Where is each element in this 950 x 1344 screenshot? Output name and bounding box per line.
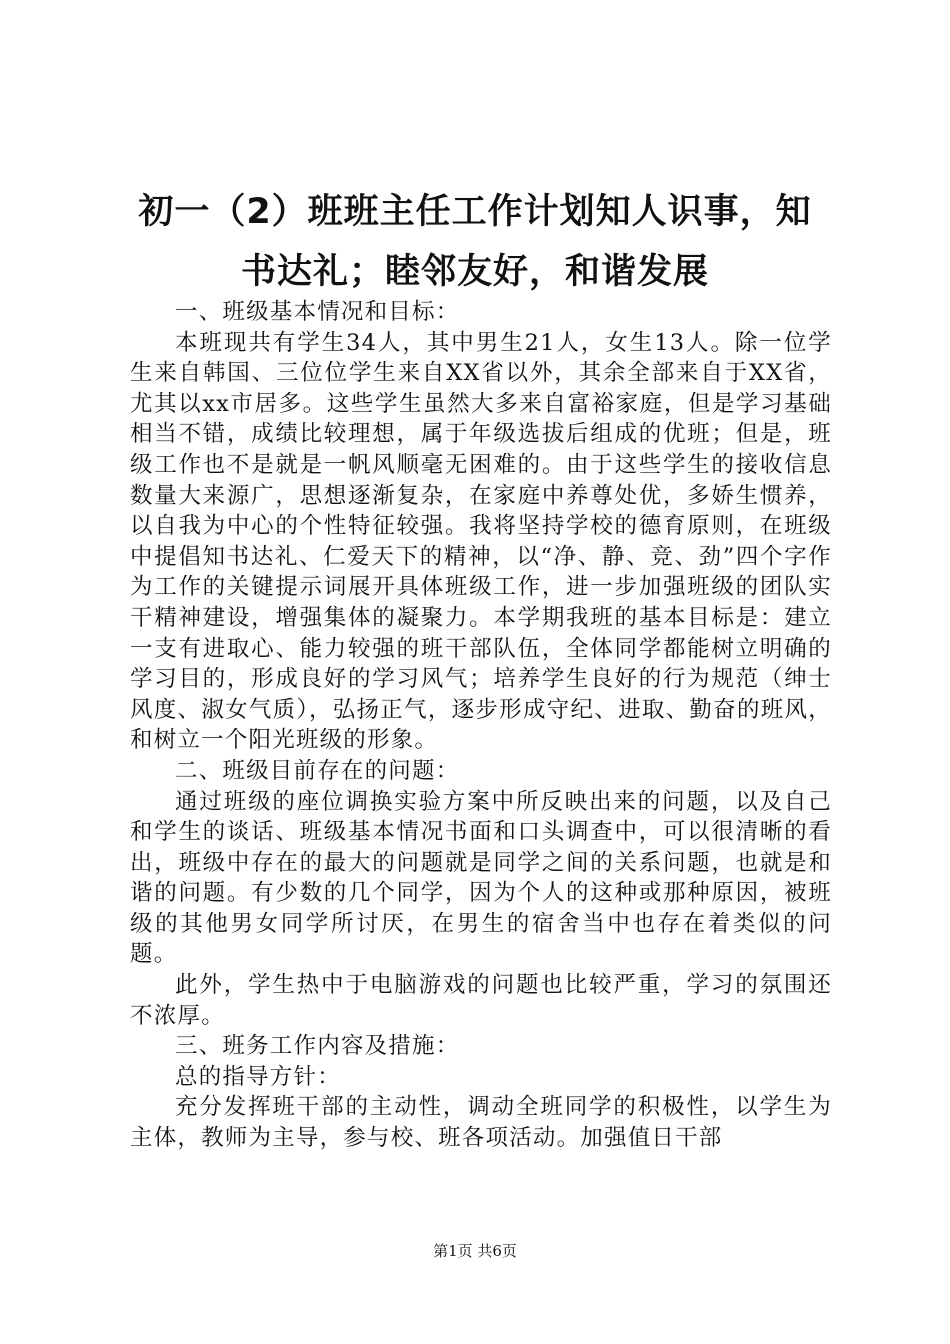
section-heading-1: 一、班级基本情况和目标： [175,299,460,325]
subheading-guideline: 总的指导方针： [175,1063,341,1090]
section-heading-3: 三、班务工作内容及措施： [175,1033,460,1060]
paragraph-class-overview: 本班现共有学生34人，其中男生21人，女生13人。除一位学生来自韩国、三位位学生来自XX省以外，其余全部来自于XX省，尤其以xx市居多。这些学生虽然大多来自富裕家庭，但是学习基础相当不错，成绩比较理想，属于年级选拔后组成的优班；但是，班级工作也不是就是一帆风顺毫无困难的。由于这些学生的接收信息数量大来源广，思想逐渐复杂，在家庭中养尊处优，多娇生惯养，以自我为中心的个性特征较强。我将坚持学校的德育原则，在班级中提倡知书达礼、仁爱天下的精神，以“净、静、竞、劲”四个字作为工作的关键提示词展开具体班级工作，进一步加强班级的团队实干精神建设，增强集体的凝聚力。本学期我班的基本目标是：建立一支有进取心、能力较强的班干部队伍，全体同学都能树立明确的学习目的，形成良好的学习风气；培养学生良好的行为规范（绅士风度、淑女气质），弘扬正气，逐步形成守纪、进取、勤奋的班风，和树立一个阳光班级的形象。 [130,329,832,754]
paragraph-games-issue: 此外，学生热中于电脑游戏的问题也比较严重，学习的氛围还不浓厚。 [130,972,832,1029]
section-heading-2: 二、班级目前存在的问题： [175,757,460,784]
paragraph-class-problems: 通过班级的座位调换实验方案中所反映出来的问题，以及自己和学生的谈话、班级基本情况书面和口头调查中，可以很清晰的看出，班级中存在的最大的问题就是同学之间的关系问题，也就是和谐的问题。有少数的几个同学，因为个人的这种或那种原因，被班级的其他男女同学所讨厌，在男生的宿舍当中也存在着类似的问题。 [130,788,832,968]
document-body [130,297,832,1154]
page-number-footer: 第1页 共6页 [433,1242,517,1260]
document-title: 初一（2）班班主任工作计划知人识事，知书达礼；睦邻友好，和谐发展 [138,192,812,292]
paragraph-guideline: 充分发挥班干部的主动性，调动全班同学的积极性，以学生为主体，教师为主导，参与校、班各项活动。加强值日干部 [130,1094,832,1152]
